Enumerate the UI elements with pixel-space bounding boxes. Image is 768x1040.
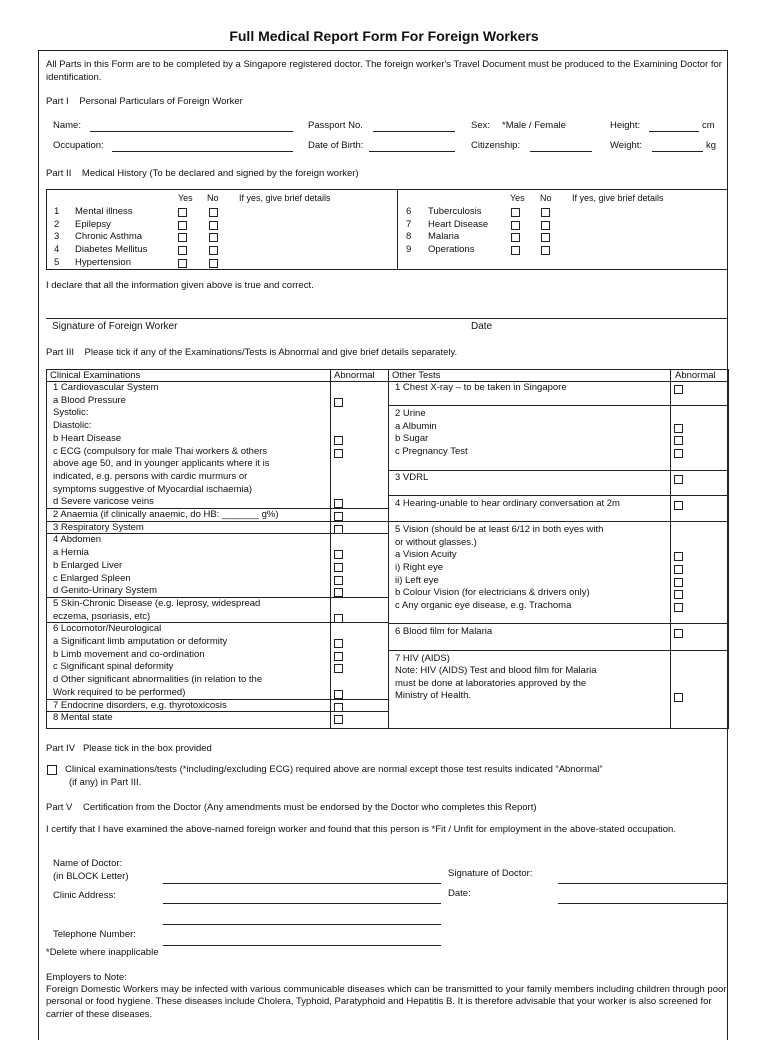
clinical-abnormal-checkbox[interactable] bbox=[334, 652, 343, 661]
table-right-border bbox=[728, 369, 729, 729]
history-yes-checkbox[interactable] bbox=[511, 233, 520, 242]
history-item-number: 7 bbox=[406, 218, 412, 230]
history-item-number: 8 bbox=[406, 231, 412, 243]
page-title: Full Medical Report Form For Foreign Workers bbox=[229, 28, 539, 44]
block-letter-note: (in BLOCK Letter) bbox=[53, 871, 129, 882]
history-yes-checkbox[interactable] bbox=[178, 208, 187, 217]
other-test-row: a Albumin bbox=[395, 421, 437, 432]
history-yes-checkbox[interactable] bbox=[178, 233, 187, 242]
history-yes-checkbox[interactable] bbox=[511, 246, 520, 255]
clinical-abnormal-checkbox[interactable] bbox=[334, 614, 343, 623]
clinical-exam-row: b Heart Disease bbox=[53, 432, 122, 444]
clinical-abnormal-checkbox[interactable] bbox=[334, 436, 343, 445]
height-unit: cm bbox=[702, 120, 715, 131]
passport-field[interactable] bbox=[373, 121, 455, 132]
history-item-number: 9 bbox=[406, 244, 412, 256]
other-abnormal-checkbox[interactable] bbox=[674, 578, 683, 587]
clinical-abnormal-checkbox[interactable] bbox=[334, 639, 343, 648]
table-row-rule bbox=[388, 650, 728, 651]
citizenship-label: Citizenship: bbox=[471, 140, 521, 151]
history-divider bbox=[397, 189, 398, 270]
doctor-date-label: Date: bbox=[448, 888, 471, 899]
history-item-label: Operations bbox=[428, 244, 475, 256]
other-test-row: b Sugar bbox=[395, 433, 429, 444]
history-item-number: 4 bbox=[54, 244, 60, 256]
doctor-signature-field[interactable] bbox=[558, 883, 728, 884]
part4-heading: Part IV Please tick in the box provided bbox=[46, 743, 212, 754]
clinical-exam-row: 1 Cardiovascular System bbox=[53, 382, 159, 393]
other-test-row: c Pregnancy Test bbox=[395, 446, 468, 457]
other-abnormal-checkbox[interactable] bbox=[674, 436, 683, 445]
part4-statement: Clinical examinations/tests (*including/excluding ECG) required above are normal except those test results indicated “Abnormal” bbox=[65, 764, 603, 775]
clinic-label: Clinic Address: bbox=[53, 890, 116, 901]
other-abnormal-checkbox[interactable] bbox=[674, 693, 683, 702]
sex-options[interactable]: *Male / Female bbox=[502, 120, 566, 131]
history-yes-checkbox[interactable] bbox=[511, 221, 520, 230]
sex-label: Sex: bbox=[471, 120, 491, 131]
other-test-row: or without glasses.) bbox=[395, 537, 477, 548]
other-test-row: c Any organic eye disease, e.g. Trachoma bbox=[395, 600, 572, 611]
clinical-exam-row: 3 Respiratory System bbox=[53, 521, 144, 533]
clinical-exam-row: 8 Mental state bbox=[53, 712, 113, 724]
declaration-text: I declare that all the information given above is true and correct. bbox=[46, 280, 314, 291]
history-no-checkbox[interactable] bbox=[209, 259, 218, 268]
other-test-row: a Vision Acuity bbox=[395, 549, 457, 560]
clinical-exam-row: eczema, psoriasis, etc) bbox=[53, 610, 151, 622]
clinical-abnormal-checkbox[interactable] bbox=[334, 550, 343, 559]
other-tests-header: Other Tests bbox=[392, 370, 441, 381]
worker-date-label: Date bbox=[471, 321, 493, 332]
clinical-abnormal-checkbox[interactable] bbox=[334, 576, 343, 585]
phone-field[interactable] bbox=[163, 945, 441, 946]
history-yes-checkbox[interactable] bbox=[178, 221, 187, 230]
other-test-row: 2 Urine bbox=[395, 408, 426, 419]
other-abnormal-checkbox[interactable] bbox=[674, 590, 683, 599]
doctor-date-field[interactable] bbox=[558, 903, 728, 904]
table-row-rule bbox=[388, 521, 728, 522]
clinical-exam-row: Diastolic: bbox=[53, 420, 92, 432]
other-abnormal-checkbox[interactable] bbox=[674, 629, 683, 638]
employers-heading: Employers to Note: bbox=[46, 972, 127, 983]
occupation-field[interactable] bbox=[112, 141, 293, 152]
other-test-row: Ministry of Health. bbox=[395, 690, 472, 701]
part4-checkbox[interactable] bbox=[47, 765, 57, 775]
other-abnormal-checkbox[interactable] bbox=[674, 424, 683, 433]
other-abnormal-checkbox[interactable] bbox=[674, 449, 683, 458]
table-left-border bbox=[46, 369, 47, 728]
col-no-right: No bbox=[540, 193, 552, 203]
clinical-exam-row: c Enlarged Spleen bbox=[53, 572, 131, 584]
other-abnormal-checkbox[interactable] bbox=[674, 475, 683, 484]
history-item-label: Chronic Asthma bbox=[75, 231, 143, 243]
table-col-divider bbox=[670, 369, 671, 728]
other-test-row: 6 Blood film for Malaria bbox=[395, 626, 493, 637]
table-col-divider bbox=[330, 369, 331, 728]
clinical-exam-row: b Limb movement and co-ordination bbox=[53, 648, 205, 660]
clinical-exam-row: b Enlarged Liver bbox=[53, 559, 123, 571]
history-no-checkbox[interactable] bbox=[209, 246, 218, 255]
worker-signature-label: Signature of Foreign Worker bbox=[52, 321, 178, 332]
other-abnormal-checkbox[interactable] bbox=[674, 552, 683, 561]
other-test-row: ii) Left eye bbox=[395, 575, 439, 586]
history-no-checkbox[interactable] bbox=[541, 208, 550, 217]
other-abnormal-checkbox[interactable] bbox=[674, 565, 683, 574]
table-bottom-border bbox=[388, 728, 729, 729]
abnormal-header: Abnormal bbox=[334, 370, 375, 381]
table-row-rule bbox=[388, 623, 728, 624]
height-field[interactable] bbox=[649, 121, 699, 132]
clinical-abnormal-checkbox[interactable] bbox=[334, 715, 343, 724]
delete-note: *Delete where inapplicable bbox=[46, 947, 159, 958]
passport-label: Passport No. bbox=[308, 120, 363, 131]
history-item-number: 5 bbox=[54, 256, 60, 268]
history-no-checkbox[interactable] bbox=[209, 221, 218, 230]
history-no-checkbox[interactable] bbox=[209, 208, 218, 217]
history-no-checkbox[interactable] bbox=[541, 246, 550, 255]
part5-heading: Part V Certification from the Doctor (Any amendments must be endorsed by the Doctor who completes this Report) bbox=[46, 802, 537, 813]
history-no-checkbox[interactable] bbox=[541, 233, 550, 242]
phone-label: Telephone Number: bbox=[53, 929, 136, 940]
history-item-label: Heart Disease bbox=[428, 218, 489, 230]
table-row-rule bbox=[46, 711, 388, 712]
clinical-exam-row: a Blood Pressure bbox=[53, 394, 126, 406]
clinical-abnormal-checkbox[interactable] bbox=[334, 512, 343, 521]
other-abnormal-checkbox[interactable] bbox=[674, 603, 683, 612]
weight-label: Weight: bbox=[610, 140, 643, 151]
table-row-rule bbox=[46, 622, 388, 623]
table-top-border bbox=[46, 369, 728, 370]
clinical-exam-row: c ECG (compulsory for male Thai workers & others bbox=[53, 445, 268, 457]
table-col-divider bbox=[388, 369, 389, 728]
part1-heading: Part I Personal Particulars of Foreign Worker bbox=[46, 96, 243, 107]
history-item-label: Hypertension bbox=[75, 256, 131, 268]
doctor-signature-label: Signature of Doctor: bbox=[448, 868, 533, 879]
part3-heading: Part III Please tick if any of the Examinations/Tests is Abnormal and give brief details separately. bbox=[46, 347, 458, 358]
name-field[interactable] bbox=[90, 121, 293, 132]
history-item-number: 6 bbox=[406, 206, 412, 217]
clinical-exam-row: a Significant limb amputation or deformity bbox=[53, 636, 228, 647]
other-test-row: Note: HIV (AIDS) Test and blood film for Malaria bbox=[395, 665, 597, 676]
history-no-checkbox[interactable] bbox=[209, 233, 218, 242]
dob-field[interactable] bbox=[369, 141, 455, 152]
clinical-exam-row: 6 Locomotor/Neurological bbox=[53, 623, 162, 635]
clinical-abnormal-checkbox[interactable] bbox=[334, 398, 343, 407]
other-test-row: 4 Hearing-unable to hear ordinary conversation at 2m bbox=[395, 498, 620, 509]
clinical-abnormal-checkbox[interactable] bbox=[334, 563, 343, 572]
history-no-checkbox[interactable] bbox=[541, 221, 550, 230]
table-row-rule bbox=[388, 495, 728, 496]
other-test-row: b Colour Vision (for electricians & drivers only) bbox=[395, 587, 590, 598]
other-test-row: 7 HIV (AIDS) bbox=[395, 653, 450, 664]
clinic-address-field[interactable] bbox=[163, 903, 441, 904]
clinical-exam-row: c Significant spinal deformity bbox=[53, 661, 174, 673]
col-no-left: No bbox=[207, 193, 219, 203]
other-test-row: 1 Chest X-ray – to be taken in Singapore bbox=[395, 382, 567, 393]
table-bottom-border bbox=[46, 728, 388, 729]
history-yes-checkbox[interactable] bbox=[178, 259, 187, 268]
history-item-label: Epilepsy bbox=[75, 218, 111, 230]
col-details-left: If yes, give brief details bbox=[239, 193, 331, 203]
history-item-number: 1 bbox=[54, 206, 60, 217]
part2-heading: Part II Medical History (To be declared and signed by the foreign worker) bbox=[46, 168, 359, 179]
intro-text: All Parts in this Form are to be completed by a Singapore registered doctor. The foreign worker's Travel Document must be produced to the Examining Doctor for identification. bbox=[46, 59, 722, 83]
col-details-right: If yes, give brief details bbox=[572, 193, 664, 203]
clinical-exam-row: d Genito-Urinary System bbox=[53, 585, 158, 597]
clinical-exam-row: d Other significant abnormalities (in relation to the bbox=[53, 674, 263, 686]
clinical-exam-row: 5 Skin-Chronic Disease (e.g. leprosy, widespread bbox=[53, 597, 261, 609]
name-label: Name: bbox=[53, 120, 81, 131]
clinical-exam-row: 7 Endocrine disorders, e.g. thyrotoxicosis bbox=[53, 699, 227, 711]
clinical-abnormal-checkbox[interactable] bbox=[334, 664, 343, 673]
table-row-rule bbox=[46, 521, 388, 522]
history-yes-checkbox[interactable] bbox=[511, 208, 520, 217]
history-item-label: Mental illness bbox=[75, 206, 133, 217]
other-test-row: 3 VDRL bbox=[395, 472, 429, 483]
clinical-exam-row: Work required to be performed) bbox=[53, 686, 186, 698]
other-test-row: 5 Vision (should be at least 6/12 in both eyes with bbox=[395, 524, 604, 535]
height-label: Height: bbox=[610, 120, 641, 131]
clinical-abnormal-checkbox[interactable] bbox=[334, 703, 343, 712]
clinic-address-field-2[interactable] bbox=[163, 924, 441, 925]
worker-signature-line[interactable] bbox=[46, 318, 728, 319]
clinical-abnormal-checkbox[interactable] bbox=[334, 525, 343, 534]
other-test-row: i) Right eye bbox=[395, 562, 444, 573]
table-row-rule bbox=[46, 597, 388, 598]
history-item-label: Diabetes Mellitus bbox=[75, 244, 148, 256]
abnormal-header-right: Abnormal bbox=[675, 370, 716, 381]
clinical-exam-row: 4 Abdomen bbox=[53, 534, 102, 546]
table-row-rule bbox=[46, 699, 388, 700]
weight-field[interactable] bbox=[652, 141, 703, 152]
clinical-exam-row: symptoms suggestive of Myocardial ischaemia) bbox=[53, 483, 253, 495]
clinical-abnormal-checkbox[interactable] bbox=[334, 588, 343, 597]
col-yes-left: Yes bbox=[178, 193, 193, 203]
certify-text: I certify that I have examined the above-named foreign worker and found that this person is *Fit / Unfit for employment in the above-stated occupation. bbox=[46, 824, 676, 835]
clinical-abnormal-checkbox[interactable] bbox=[334, 449, 343, 458]
history-item-number: 2 bbox=[54, 218, 60, 230]
col-yes-right: Yes bbox=[510, 193, 525, 203]
employers-text: Foreign Domestic Workers may be infected with various communicable diseases which can be transmitted to your family members including children through poor personal or food hygiene. These diseases include Cholera, Typhoid, Paratyphoid and Hepatitis B. It is therefore advisable that your worker is also screened for carrier of these diseases. bbox=[46, 984, 727, 1020]
citizenship-field[interactable] bbox=[530, 141, 592, 152]
clinical-exam-row: above age 50, and in younger applicants where it is bbox=[53, 458, 270, 470]
clinical-exam-row: indicated, e.g. persons with cardic murmurs or bbox=[53, 470, 248, 482]
history-item-label: Tuberculosis bbox=[428, 206, 482, 217]
table-row-rule bbox=[46, 508, 388, 509]
doctor-name-label: Name of Doctor: bbox=[53, 858, 123, 869]
clinical-exam-row: 2 Anaemia (if clinically anaemic, do HB: _______ g%) bbox=[53, 509, 279, 520]
weight-unit: kg bbox=[706, 140, 717, 151]
dob-label: Date of Birth: bbox=[308, 140, 364, 151]
table-row-rule bbox=[388, 470, 728, 471]
clinical-abnormal-checkbox[interactable] bbox=[334, 690, 343, 699]
other-test-row: must be done at laboratories approved by the bbox=[395, 678, 587, 689]
occupation-label: Occupation: bbox=[53, 140, 104, 151]
other-abnormal-checkbox[interactable] bbox=[674, 385, 683, 394]
history-item-number: 3 bbox=[54, 231, 60, 243]
table-row-rule bbox=[46, 533, 388, 534]
clinical-exam-row: a Hernia bbox=[53, 547, 89, 559]
history-yes-checkbox[interactable] bbox=[178, 246, 187, 255]
clinical-exam-row: d Severe varicose veins bbox=[53, 496, 154, 508]
clinical-abnormal-checkbox[interactable] bbox=[334, 499, 343, 508]
part4-statement-cont: (if any) in Part III. bbox=[69, 777, 142, 788]
other-abnormal-checkbox[interactable] bbox=[674, 501, 683, 510]
table-row-rule bbox=[388, 405, 728, 406]
clinical-exam-row: Systolic: bbox=[53, 407, 89, 419]
clinical-header: Clinical Examinations bbox=[50, 370, 141, 381]
history-item-label: Malaria bbox=[428, 231, 460, 243]
doctor-name-field[interactable] bbox=[163, 883, 441, 884]
